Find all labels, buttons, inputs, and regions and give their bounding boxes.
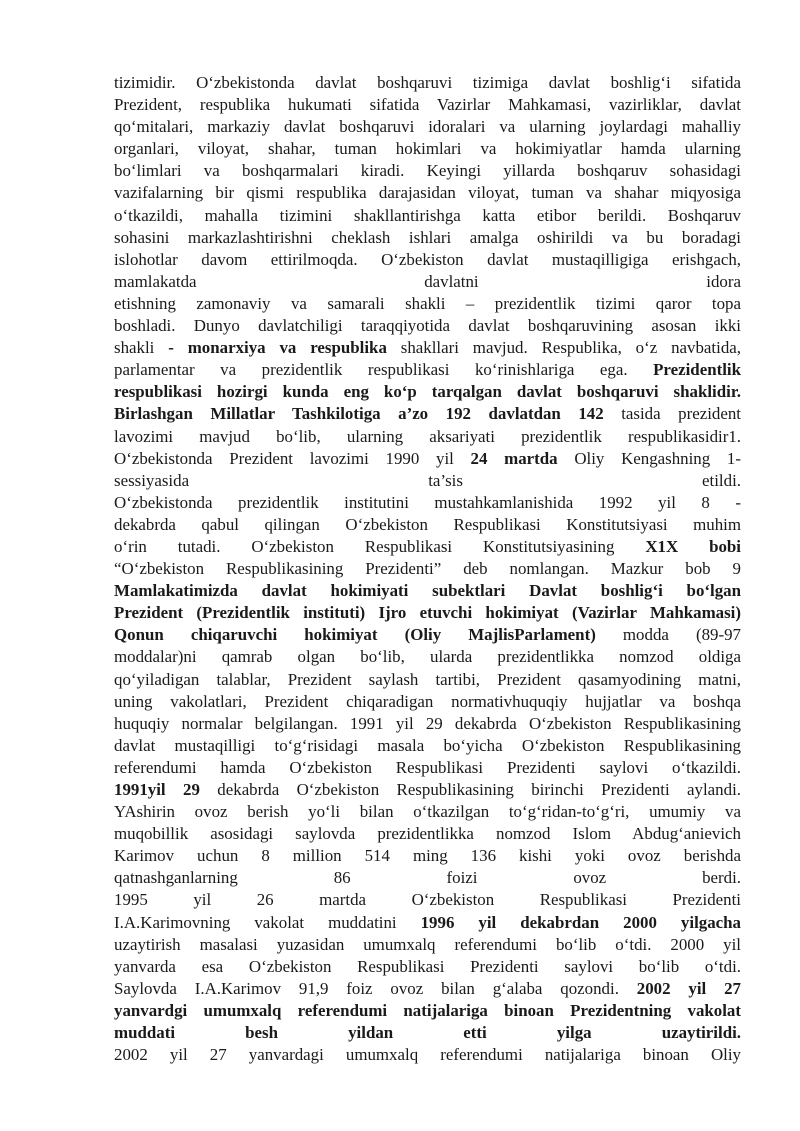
text-line xyxy=(114,934,741,956)
text-line xyxy=(114,669,741,691)
text-run: qatnashganlarning 86 foizi ovoz berdi. xyxy=(114,868,741,888)
text-run: 1995 yil 26 martda O‘zbekiston Respublikasi Prezidenti xyxy=(114,890,741,910)
text-line xyxy=(114,227,741,249)
text-run: o‘rin tutadi. O‘zbekiston Respublikasi Konstitutsiyasining xyxy=(114,536,646,556)
text-line xyxy=(114,912,741,934)
text-run: yanvarda esa O‘zbekiston Respublikasi Prezidenti saylovi bo‘lib o‘tdi. xyxy=(114,956,741,976)
bold-text-run: 1991yil 29 xyxy=(114,780,200,799)
text-line xyxy=(114,624,741,646)
text-run: dekabrda qabul qilingan O‘zbekiston Respublikasi Konstitutsiyasi muhim xyxy=(114,514,741,534)
text-line xyxy=(114,1044,741,1066)
bold-text-run: 2002 yil 27 xyxy=(636,978,741,998)
text-run: modda (89-97 xyxy=(595,625,741,645)
text-line xyxy=(114,381,741,403)
text-line xyxy=(114,94,741,116)
text-run: etishning zamonaviy va samarali shakli – prezidentlik tizimi qaror topa xyxy=(114,293,741,313)
text-run: O‘zbekistonda Prezident lavozimi 1990 yil xyxy=(114,448,471,468)
text-run: shakllari mavjud. Respublika, o‘z navbatida, xyxy=(386,338,741,358)
bold-text-run: Qonun chiqaruvchi hokimiyat (Oliy MajlisParlament) xyxy=(114,625,596,645)
text-run: referendumi hamda O‘zbekiston Respublikasi Prezidenti saylovi o‘tkazildi. xyxy=(114,757,741,777)
text-line xyxy=(114,72,741,94)
text-run: O‘zbekistonda prezidentlik institutini mustahkamlanishida 1992 yil 8 - xyxy=(114,492,741,512)
document-page xyxy=(114,72,741,1066)
text-run: Saylovda I.A.Karimov 91,9 foiz ovoz bilan g‘alaba qozondi. xyxy=(114,978,637,998)
text-line xyxy=(114,1000,741,1022)
bold-text-run: yanvardgi umumxalq referendumi natijalariga binoan Prezidentning vakolat xyxy=(114,1000,741,1020)
text-line xyxy=(114,978,741,1000)
text-run: sohasini markazlashtirishni cheklash ishlari amalga oshirildi va bu boradagi xyxy=(114,227,741,247)
text-line xyxy=(114,956,741,978)
text-line xyxy=(114,492,741,514)
text-run: qo‘mitalari, markaziy davlat boshqaruvi idoralari va ularning joylardagi mahalliy xyxy=(114,117,741,137)
text-run: shakli xyxy=(114,338,169,358)
text-run: 2002 yil 27 yanvardagi umumxalq referendumi natijalariga binoan Oliy xyxy=(114,1045,741,1065)
text-line xyxy=(114,205,741,227)
text-run: vazifalarning bir qismi respublika darajasidan viloyat, tuman va shahar miqyosiga xyxy=(114,183,741,203)
text-line xyxy=(114,646,741,668)
text-run: Prezident, respublika hukumati sifatida Vazirlar Mahkamasi, vazirliklar, davlat xyxy=(114,95,741,115)
text-line xyxy=(114,867,741,889)
text-line xyxy=(114,713,741,735)
text-line xyxy=(114,448,741,470)
text-run: islohotlar davom ettirilmoqda. O‘zbekiston davlat mustaqilligiga erishgach, xyxy=(114,249,741,269)
text-line xyxy=(114,293,741,315)
bold-text-run: respublikasi hozirgi kunda eng ko‘p tarqalgan davlat boshqaruvi shaklidir. xyxy=(114,382,741,402)
text-line xyxy=(114,757,741,779)
text-line xyxy=(114,138,741,160)
text-line xyxy=(114,116,741,138)
text-run: qo‘yiladigan talablar, Prezident saylash tartibi, Prezident qasamyodining matni, xyxy=(114,669,741,689)
text-line xyxy=(114,691,741,713)
text-run: uzaytirish masalasi yuzasidan umumxalq referendumi bo‘lib o‘tdi. 2000 yil xyxy=(114,934,741,954)
text-line xyxy=(114,889,741,911)
text-run: uning vakolatlari, Prezident chiqaradigan normativhuquqiy hujjatlar va boshqa xyxy=(114,691,741,711)
bold-text-run: Mamlakatimizda davlat hokimiyati subektlari Davlat boshlig‘i bo‘lgan xyxy=(114,581,741,601)
text-line xyxy=(114,602,741,624)
text-line xyxy=(114,359,741,381)
text-run: organlari, viloyat, shahar, tuman hokimlari va hokimiyatlar hamda ularning xyxy=(114,139,741,159)
text-line xyxy=(114,558,741,580)
text-line xyxy=(114,514,741,536)
text-line xyxy=(114,315,741,337)
text-line xyxy=(114,271,741,293)
text-line xyxy=(114,1022,741,1044)
text-line xyxy=(114,580,741,602)
bold-text-run: X1X bobi xyxy=(645,536,741,556)
text-run: muqobillik asosidagi saylovda prezidentlikka nomzod Islom Abdug‘anievich xyxy=(114,824,741,844)
text-run: bo‘limlari va boshqarmalari kiradi. Keyingi yillarda boshqaruv sohasidagi xyxy=(114,161,741,181)
text-line xyxy=(114,470,741,492)
bold-text-run: - monarxiya va respublika xyxy=(168,338,387,358)
text-run: mamlakatda davlatni idora xyxy=(114,271,741,291)
text-run: o‘tkazildi, mahalla tizimini shakllantirishga katta etibor berildi. Boshqaruv xyxy=(114,205,741,225)
bold-text-run: Birlashgan Millatlar Tashkilotiga a’zo 192 davlatdan 142 xyxy=(114,404,604,424)
bold-text-run: 24 martda xyxy=(470,448,558,468)
bold-text-run: 1996 yil dekabrdan 2000 yilgacha xyxy=(420,912,741,932)
text-run: tizimidir. O‘zbekistonda davlat boshqaruvi tizimiga davlat boshlig‘i sifatida xyxy=(114,73,741,92)
text-line xyxy=(114,337,741,359)
text-run: “O‘zbekiston Respublikasining Prezidenti” deb nomlangan. Mazkur bob 9 xyxy=(114,559,741,579)
text-line xyxy=(114,823,741,845)
text-run: sessiyasida ta’sis etildi. xyxy=(114,470,741,490)
bold-text-run: muddati besh yildan etti yilga uzaytirildi. xyxy=(114,1023,741,1043)
text-run: YAshirin ovoz berish yo‘li bilan o‘tkazilgan to‘g‘ridan-to‘g‘ri, umumiy va xyxy=(114,802,741,822)
text-run: boshladi. Dunyo davlatchiligi taraqqiyotida davlat boshqaruvining asosan ikki xyxy=(114,316,741,336)
text-line xyxy=(114,801,741,823)
text-run: Oliy Kengashning 1- xyxy=(557,448,741,468)
text-line xyxy=(114,735,741,757)
bold-text-run: Prezident (Prezidentlik instituti) Ijro etuvchi hokimiyat (Vazirlar Mahkamasi) xyxy=(114,603,741,623)
text-line xyxy=(114,182,741,204)
text-run: huquqiy normalar belgilangan. 1991 yil 29 dekabrda O‘zbekiston Respublikasining xyxy=(114,713,741,733)
text-run: tasida prezident xyxy=(603,404,741,424)
text-run: moddalar)ni qamrab olgan bo‘lib, ularda prezidentlikka nomzod oldiga xyxy=(114,647,741,667)
text-line xyxy=(114,160,741,182)
text-line xyxy=(114,536,741,558)
text-line xyxy=(114,249,741,271)
text-line xyxy=(114,845,741,867)
text-run: Karimov uchun 8 million 514 ming 136 kishi yoki ovoz berishda xyxy=(114,846,741,866)
text-run: lavozimi mavjud bo‘lib, ularning aksariyati prezidentlik respublikasidir1. xyxy=(114,426,741,446)
text-run: parlamentar va prezidentlik respublikasi ko‘rinishlariga ega. xyxy=(114,360,654,380)
text-run: dekabrda O‘zbekiston Respublikasining birinchi Prezidenti aylandi. xyxy=(199,780,741,799)
bold-text-run: Prezidentlik xyxy=(653,360,741,380)
text-line xyxy=(114,426,741,448)
text-line xyxy=(114,403,741,425)
text-run: davlat mustaqilligi to‘g‘risidagi masala bo‘yicha O‘zbekiston Respublikasining xyxy=(114,735,741,755)
text-run: I.A.Karimovning vakolat muddatini xyxy=(114,912,421,932)
text-line xyxy=(114,779,741,801)
